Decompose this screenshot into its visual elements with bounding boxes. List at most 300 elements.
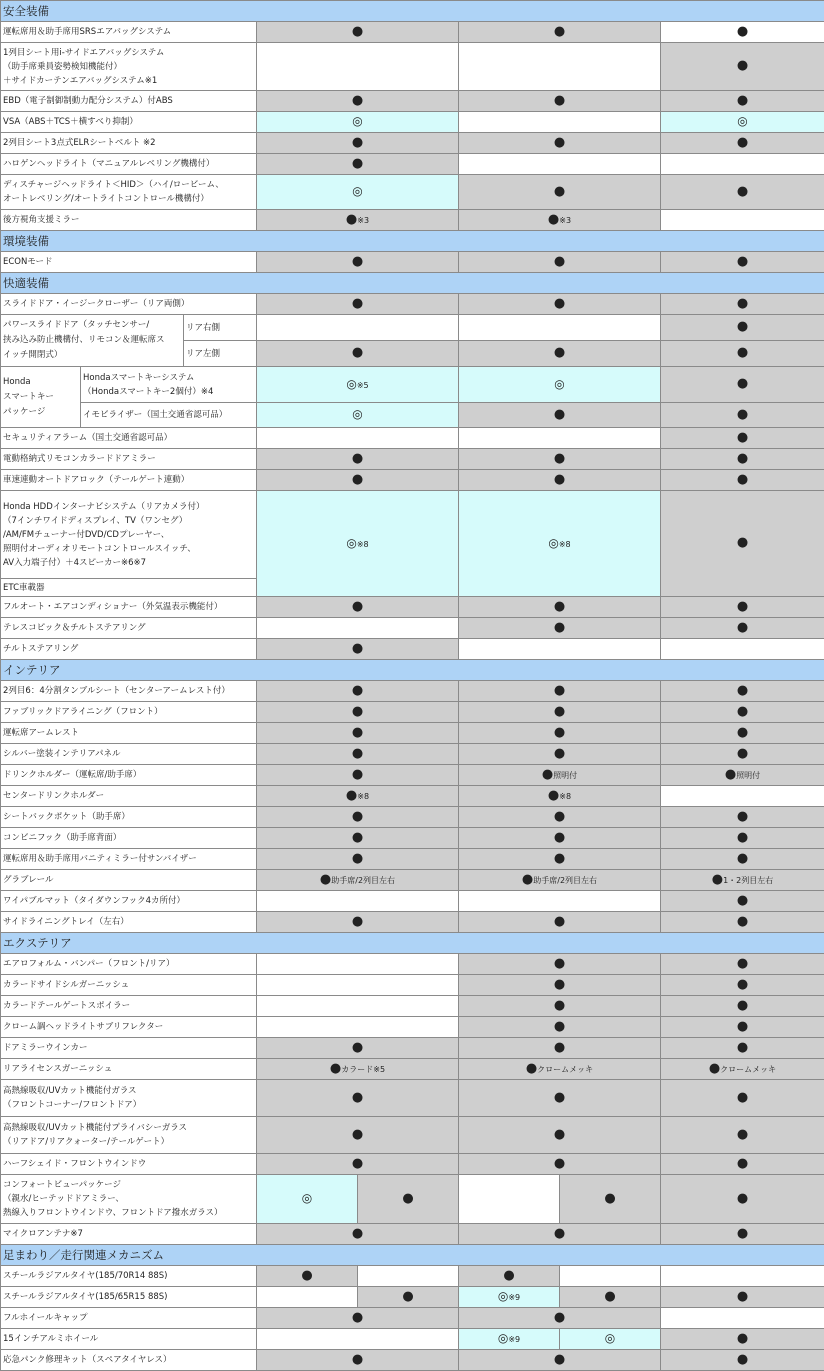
standard-mark: ●: [352, 1352, 363, 1367]
table-row: [1, 367, 824, 403]
spec-cell: [661, 154, 824, 175]
standard-mark: ●: [352, 1310, 363, 1325]
row-label: ETC車載器: [1, 579, 257, 597]
spec-cell: [661, 597, 824, 618]
label-line: 車速連動オートドアロック（テールゲート連動）: [3, 473, 254, 487]
label-line: スチールラジアルタイヤ(185/65R15 88S): [3, 1290, 254, 1304]
spec-cell: [661, 1117, 824, 1154]
spec-cell: [661, 449, 824, 470]
section-header: [1, 1245, 824, 1266]
standard-mark: ●: [554, 254, 565, 269]
standard-mark: ●: [554, 407, 565, 422]
standard-mark: ●: [737, 58, 748, 73]
label-line: （Hondaスマートキー2個付）※4: [83, 385, 254, 399]
standard-mark: ●: [554, 830, 565, 845]
spec-cell: [459, 1154, 661, 1175]
label-line: 後方視角支援ミラー: [3, 213, 254, 227]
label-line: サイドライニングトレイ（左右）: [3, 915, 254, 929]
standard-mark: ●: [554, 1127, 565, 1142]
option-mark: ◎: [302, 1191, 312, 1205]
row-label: [1, 996, 257, 1017]
spec-cell: [257, 1117, 459, 1154]
standard-mark: ●: [737, 1331, 748, 1346]
label-line: チルトステアリング: [3, 642, 254, 656]
spec-cell: [257, 315, 459, 341]
spec-cell: [661, 341, 824, 367]
spec-cell: [459, 1350, 661, 1371]
cell-note: 助手席/2列目左右: [533, 876, 597, 885]
spec-cell: [459, 367, 661, 403]
spec-cell: [661, 1154, 824, 1175]
spec-cell: [257, 154, 459, 175]
label-line: クローム調ヘッドライトサブリフレクター: [3, 1020, 254, 1034]
table-row: [1, 618, 824, 639]
standard-mark: ●: [301, 1268, 312, 1283]
label-line: 熱線入りフロントウインドウ、フロントドア撥水ガラス）: [3, 1206, 254, 1220]
label-line: ワイパブルマット（タイダウンフック4カ所付）: [3, 894, 254, 908]
row-label: [1, 133, 257, 154]
spec-cell: [661, 1329, 824, 1350]
label-line: ハロゲンヘッドライト（マニュアルレベリング機構付）: [3, 157, 254, 171]
table-row: [1, 597, 824, 618]
spec-cell: [459, 1224, 661, 1245]
row-label: [1, 597, 257, 618]
standard-mark: ●: [554, 956, 565, 971]
standard-mark: ●: [352, 767, 363, 782]
spec-cell: [257, 1329, 459, 1350]
table-row: [1, 252, 824, 273]
spec-cell: [459, 765, 661, 786]
section-title: 足まわり／走行関連メカニズム: [1, 1245, 824, 1266]
standard-mark: ●: [352, 472, 363, 487]
standard-mark: ●: [737, 184, 748, 199]
spec-cell: [459, 828, 661, 849]
spec-cell: [661, 891, 824, 912]
spec-cell: [661, 1266, 824, 1287]
spec-cell: [459, 1287, 560, 1308]
cell-note: 1・2列目左右: [723, 876, 773, 885]
row-label: [1, 1154, 257, 1175]
spec-cell: [257, 723, 459, 744]
table-row: [1, 891, 824, 912]
spec-cell: [661, 765, 824, 786]
row-label: [1, 1059, 257, 1080]
row-label: [1, 470, 257, 491]
standard-mark: ●: [737, 1019, 748, 1034]
spec-cell: [257, 341, 459, 367]
table-row: [1, 43, 824, 91]
cell-note: 照明付: [736, 771, 760, 780]
spec-cell: [661, 807, 824, 828]
table-row: [1, 723, 824, 744]
label-line: 運転席アームレスト: [3, 726, 254, 740]
cell-note: 助手席/2列目左右: [331, 876, 395, 885]
table-row: [1, 210, 824, 231]
option-mark: ◎: [352, 114, 362, 128]
cell-note: クロームメッキ: [537, 1065, 593, 1074]
label-line: 応急パンク修理キット（スペアタイヤレス）: [3, 1353, 254, 1367]
label-line: 電動格納式リモコンカラードドアミラー: [3, 452, 254, 466]
spec-cell: [459, 1266, 560, 1287]
table-row: [1, 870, 824, 891]
row-label: [1, 639, 257, 660]
standard-mark: ●: [737, 1040, 748, 1055]
standard-mark: ●: [737, 893, 748, 908]
standard-mark: ●: [352, 725, 363, 740]
section-title: 快適装備: [1, 273, 824, 294]
standard-mark: ●: [402, 1289, 413, 1304]
standard-mark: ●: [554, 93, 565, 108]
spec-cell: [257, 954, 459, 975]
table-row: [1, 849, 824, 870]
standard-mark: ●: [352, 135, 363, 150]
spec-cell: [257, 1038, 459, 1059]
row-label: [1, 786, 257, 807]
spec-cell: [459, 175, 661, 210]
standard-mark: ●: [737, 830, 748, 845]
row-label: [1, 870, 257, 891]
spec-cell: [459, 91, 661, 112]
table-row: [1, 1154, 824, 1175]
spec-cell: [459, 403, 661, 428]
table-row: [1, 681, 824, 702]
standard-mark: ●: [352, 1127, 363, 1142]
label-line: /AM/FMチューナー付DVD/CDプレーヤー、: [3, 528, 254, 542]
cell-note: ※8: [357, 792, 369, 801]
standard-mark: ●: [737, 851, 748, 866]
label-line: グラブレール: [3, 873, 254, 887]
table-row: [1, 428, 824, 449]
standard-mark: ●: [737, 376, 748, 391]
spec-cell: [459, 975, 661, 996]
label-line: 挟み込み防止機構付、リモコン＆運転席ス: [3, 333, 181, 348]
spec-cell: [661, 367, 824, 403]
row-label: [1, 1117, 257, 1154]
table-row: [1, 975, 824, 996]
table-row: [1, 470, 824, 491]
label-line: 15インチアルミホイール: [3, 1332, 254, 1346]
spec-cell: [661, 870, 824, 891]
spec-cell: [459, 1038, 661, 1059]
row-label: [1, 428, 257, 449]
label-line: ファブリックドアライニング（フロント）: [3, 705, 254, 719]
spec-cell: [257, 786, 459, 807]
table-row: [1, 1350, 824, 1371]
label-line: シルバー塗装インテリアパネル: [3, 747, 254, 761]
spec-cell: [459, 154, 661, 175]
spec-cell: [661, 175, 824, 210]
spec-cell: [257, 849, 459, 870]
spec-cell: [358, 1266, 459, 1287]
label-line: イモビライザー（国土交通省認可品）: [83, 408, 254, 422]
spec-cell: [661, 112, 824, 133]
standard-mark: ●: [737, 1352, 748, 1367]
row-label: [1, 1080, 257, 1117]
table-row: [1, 403, 824, 428]
label-line: ディスチャージヘッドライト＜HID＞（ハイ/ロービーム、: [3, 178, 254, 192]
section-title: 環境装備: [1, 231, 824, 252]
label-line: リアライセンスガーニッシュ: [3, 1062, 254, 1076]
spec-cell: [459, 1329, 560, 1350]
standard-mark: ●: [554, 24, 565, 39]
row-sub-label: リア右側: [184, 315, 257, 341]
row-label: [1, 849, 257, 870]
row-label: [1, 1308, 257, 1329]
standard-mark: ●: [522, 872, 533, 887]
standard-mark: ●: [352, 851, 363, 866]
spec-cell: [661, 22, 824, 43]
row-label: [1, 1329, 257, 1350]
standard-mark: ●: [737, 977, 748, 992]
table-row: [1, 996, 824, 1017]
standard-mark: ●: [554, 683, 565, 698]
option-mark: ◎: [352, 184, 362, 198]
row-label: [1, 954, 257, 975]
standard-mark: ●: [542, 767, 553, 782]
spec-cell: [459, 618, 661, 639]
label-line: ＋サイドカーテンエアバッグシステム※1: [3, 74, 254, 88]
standard-mark: ●: [554, 345, 565, 360]
standard-mark: ●: [737, 535, 748, 550]
spec-cell: [560, 1287, 661, 1308]
standard-mark: ●: [737, 135, 748, 150]
label-line: Hondaスマートキーシステム: [83, 371, 254, 385]
row-label: [1, 449, 257, 470]
standard-mark: ●: [352, 1090, 363, 1105]
spec-cell: [257, 133, 459, 154]
spec-cell: [358, 1287, 459, 1308]
cell-note: ※3: [559, 216, 571, 225]
row-label: [1, 723, 257, 744]
section-header: [1, 660, 824, 681]
standard-mark: ●: [737, 254, 748, 269]
spec-cell: [459, 294, 661, 315]
label-line: スチールラジアルタイヤ(185/70R14 88S): [3, 1269, 254, 1283]
row-label: [1, 891, 257, 912]
row-label: [1, 154, 257, 175]
spec-cell: [661, 639, 824, 660]
label-line: 高熱線吸収/UVカット機能付プライバシーガラス: [3, 1121, 254, 1135]
row-sub-label: リア左側: [184, 341, 257, 367]
label-line: 2列目シート3点式ELRシートベルト ※2: [3, 136, 254, 150]
label-line: セキュリティアラーム（国土交通省認可品）: [3, 431, 254, 445]
table-row: [1, 1287, 824, 1308]
option-mark: ◎: [352, 407, 362, 421]
standard-mark: ●: [554, 977, 565, 992]
spec-cell: [560, 1329, 661, 1350]
label-line: パッケージ: [3, 405, 78, 420]
standard-mark: ●: [554, 1226, 565, 1241]
spec-cell: [661, 912, 824, 933]
label-line: 1列目シート用i-サイドエアバッグシステム: [3, 46, 254, 60]
standard-mark: ●: [554, 472, 565, 487]
spec-cell: [257, 367, 459, 403]
row-label: [1, 1287, 257, 1308]
spec-cell: [257, 470, 459, 491]
table-row: [1, 807, 824, 828]
standard-mark: ●: [548, 788, 559, 803]
row-label: [1, 1017, 257, 1038]
spec-cell: [257, 639, 459, 660]
spec-cell: [257, 996, 459, 1017]
spec-cell: [257, 765, 459, 786]
section-header: [1, 273, 824, 294]
label-line: Honda: [3, 375, 78, 390]
spec-cell: [661, 470, 824, 491]
standard-mark: ●: [352, 296, 363, 311]
row-label: [1, 744, 257, 765]
row-group-label: [1, 367, 81, 428]
standard-mark: ●: [725, 767, 736, 782]
spec-cell: [257, 1059, 459, 1080]
standard-mark: ●: [737, 24, 748, 39]
table-row: [1, 22, 824, 43]
section-title: インテリア: [1, 660, 824, 681]
spec-cell: [459, 1175, 560, 1224]
spec-cell: [661, 1287, 824, 1308]
standard-mark: ●: [554, 851, 565, 866]
standard-mark: ●: [737, 407, 748, 422]
label-line: エアロフォルム・バンパー（フロント/リア）: [3, 957, 254, 971]
label-line: 高熱線吸収/UVカット機能付ガラス: [3, 1084, 254, 1098]
spec-cell: [661, 681, 824, 702]
spec-cell: [459, 912, 661, 933]
standard-mark: ●: [402, 1191, 413, 1206]
standard-mark: ●: [554, 599, 565, 614]
spec-cell: [661, 491, 824, 597]
standard-mark: ●: [554, 135, 565, 150]
standard-mark: ●: [604, 1289, 615, 1304]
spec-cell: [459, 1117, 661, 1154]
spec-cell: [459, 723, 661, 744]
spec-cell: [661, 723, 824, 744]
label-line: イッチ開閉式）: [3, 348, 181, 363]
standard-mark: ●: [352, 345, 363, 360]
standard-mark: ●: [352, 1040, 363, 1055]
standard-mark: ●: [737, 1289, 748, 1304]
spec-cell: [257, 975, 459, 996]
spec-cell: [257, 597, 459, 618]
spec-cell: [257, 252, 459, 273]
cell-note: 照明付: [553, 771, 577, 780]
table-row: [1, 765, 824, 786]
standard-mark: ●: [737, 746, 748, 761]
spec-cell: [257, 828, 459, 849]
spec-cell: [257, 870, 459, 891]
table-row: [1, 786, 824, 807]
section-title: エクステリア: [1, 933, 824, 954]
row-label: [1, 91, 257, 112]
spec-cell: [257, 807, 459, 828]
row-label: [1, 1266, 257, 1287]
spec-cell: [459, 639, 661, 660]
table-row: [1, 1038, 824, 1059]
standard-mark: ●: [737, 809, 748, 824]
label-line: カラードテールゲートスポイラー: [3, 999, 254, 1013]
spec-cell: [257, 43, 459, 91]
label-line: コンフォートビューパッケージ: [3, 1178, 254, 1192]
label-line: （親水/ヒーテッドドアミラー、: [3, 1192, 254, 1206]
standard-mark: ●: [554, 914, 565, 929]
label-line: ドリンクホルダー（運転席/助手席）: [3, 768, 254, 782]
spec-cell: [661, 786, 824, 807]
row-label: [1, 210, 257, 231]
spec-cell: [257, 618, 459, 639]
table-row: [1, 1266, 824, 1287]
spec-cell: [459, 891, 661, 912]
option-mark: ◎: [548, 536, 558, 550]
table-row: [1, 449, 824, 470]
spec-cell: [459, 870, 661, 891]
option-mark: ◎: [498, 1289, 508, 1303]
spec-cell: [257, 681, 459, 702]
table-row: [1, 1117, 824, 1154]
row-label: [1, 912, 257, 933]
spec-cell: [459, 43, 661, 91]
row-label: [1, 807, 257, 828]
option-mark: ◎: [737, 114, 747, 128]
row-label: [1, 1224, 257, 1245]
standard-mark: ●: [503, 1268, 514, 1283]
standard-mark: ●: [737, 683, 748, 698]
standard-mark: ●: [737, 451, 748, 466]
spec-cell: [257, 1154, 459, 1175]
option-mark: ◎: [346, 536, 356, 550]
row-label: [1, 22, 257, 43]
cell-note: ※9: [508, 1335, 520, 1344]
standard-mark: ●: [352, 704, 363, 719]
cell-note: ※8: [559, 540, 571, 549]
standard-mark: ●: [352, 914, 363, 929]
standard-mark: ●: [554, 704, 565, 719]
standard-mark: ●: [604, 1191, 615, 1206]
standard-mark: ●: [352, 746, 363, 761]
section-header: [1, 231, 824, 252]
spec-cell: [560, 1175, 661, 1224]
standard-mark: ●: [554, 1019, 565, 1034]
spec-cell: [257, 912, 459, 933]
row-label: [1, 1175, 257, 1224]
row-label: [1, 252, 257, 273]
spec-cell: [257, 449, 459, 470]
standard-mark: ●: [554, 1090, 565, 1105]
spec-cell: [661, 91, 824, 112]
spec-cell: [257, 1080, 459, 1117]
spec-cell: [257, 491, 459, 597]
standard-mark: ●: [737, 296, 748, 311]
cell-note: カラード※5: [341, 1065, 385, 1074]
spec-cell: [661, 403, 824, 428]
spec-cell: [459, 849, 661, 870]
spec-cell: [257, 1350, 459, 1371]
spec-cell: [459, 1080, 661, 1117]
table-row: [1, 1080, 824, 1117]
spec-cell: [459, 112, 661, 133]
section-header: [1, 1, 824, 22]
table-row: [1, 1329, 824, 1350]
spec-cell: [257, 1287, 358, 1308]
spec-cell: [661, 618, 824, 639]
table-row: [1, 1175, 824, 1224]
option-mark: ◎: [554, 377, 564, 391]
standard-mark: ●: [737, 1127, 748, 1142]
row-sub-label: [81, 367, 257, 403]
standard-mark: ●: [554, 184, 565, 199]
spec-cell: [459, 1059, 661, 1080]
spec-cell: [661, 133, 824, 154]
standard-mark: ●: [737, 1226, 748, 1241]
label-line: マイクロアンテナ※7: [3, 1227, 254, 1241]
